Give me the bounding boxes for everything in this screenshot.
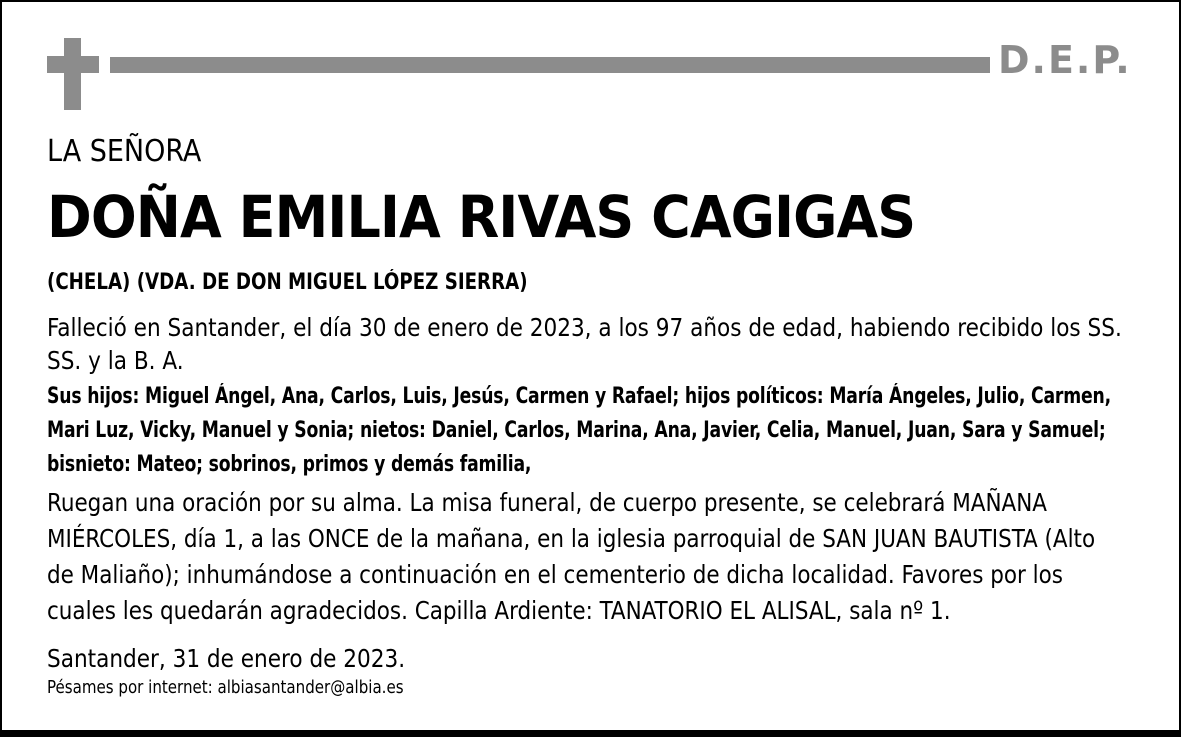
place-date: Santander, 31 de enero de 2023. (47, 644, 406, 673)
dep-label: D.E.P. (998, 38, 1132, 82)
header-rule (110, 57, 990, 73)
death-paragraph: Falleció en Santander, el día 30 de enero de 2023, a los 97 años de edad, habiendo recibido los SS. SS. y la B. A. (47, 313, 1122, 375)
service-paragraph: Ruegan una oración por su alma. La misa funeral, de cuerpo presente, se celebrará MAÑANA MIÉRCOLES, día 1, a las ONCE de la mañana, en la iglesia parroquial de SAN JUAN BAUTISTA (Alto de Maliaño); inhumándose a continuación en el cementerio de dicha localidad. Favores por los cuales les quedarán agradecidos. Capilla Ardiente: TANATORIO EL ALISAL, sala nº 1. (47, 488, 1096, 625)
cross-horizontal-bar (47, 56, 99, 73)
family-paragraph: Sus hijos: Miguel Ángel, Ana, Carlos, Luis, Jesús, Carmen y Rafael; hijos políticos: María Ángeles, Julio, Carmen, Mari Luz, Vicky, Manuel y Sonia; nietos: Daniel, Carlos, Marina, Ana, Javier, Celia, Manuel, Juan, Sara y Samuel; bisnieto: Mateo; sobrinos, primos y demás familia, (47, 384, 1111, 477)
cross-icon (47, 38, 99, 110)
deceased-alias: (CHELA) (VDA. DE DON MIGUEL LÓPEZ SIERRA) (47, 270, 528, 295)
deceased-name: DOÑA EMILIA RIVAS CAGIGAS (47, 183, 916, 251)
intro-label: LA SEÑORA (47, 134, 202, 169)
condolences-line: Pésames por internet: albiasantander@albia.es (47, 677, 404, 698)
cross-vertical-bar (64, 38, 81, 110)
